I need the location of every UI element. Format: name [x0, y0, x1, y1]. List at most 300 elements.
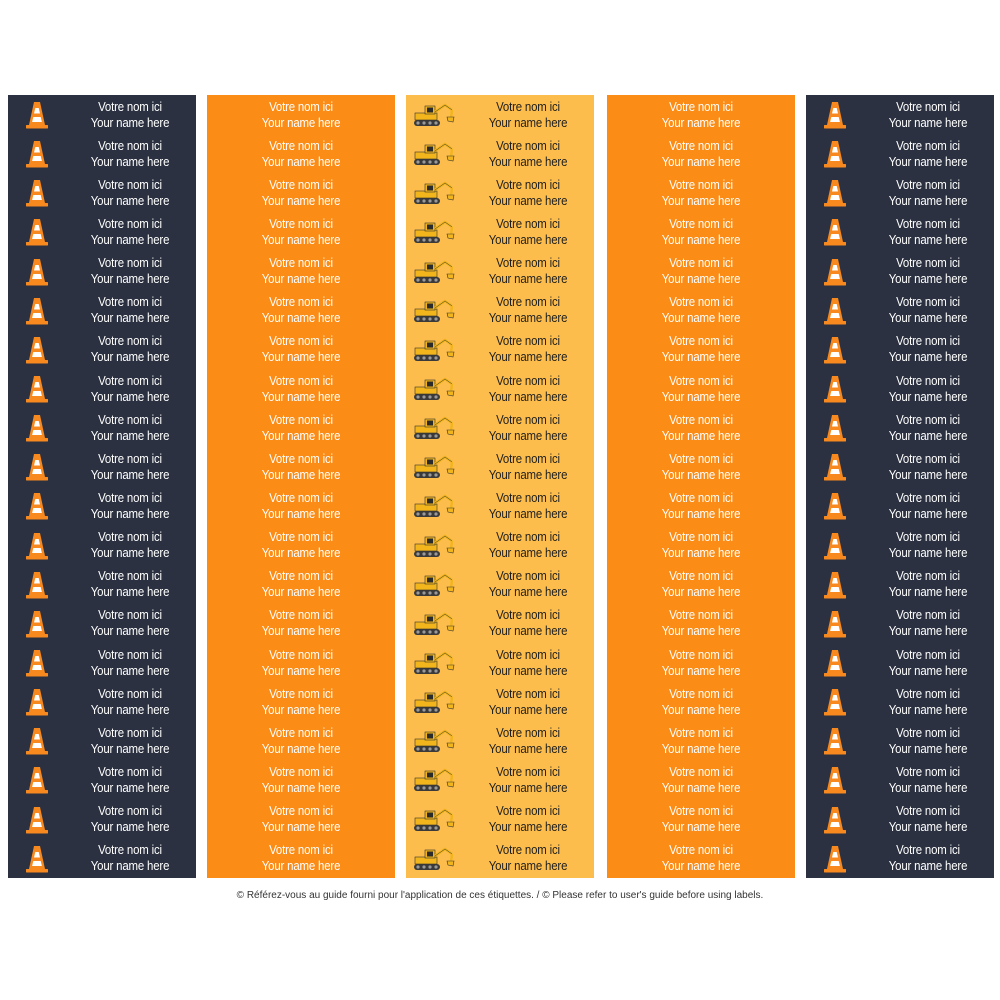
label-line-french: Votre nom ici	[896, 646, 960, 662]
label-line-french: Votre nom ici	[269, 333, 333, 349]
name-label	[607, 526, 795, 565]
label-line-english: Your name here	[888, 623, 968, 639]
label-line-french: Votre nom ici	[496, 607, 560, 623]
name-label	[607, 721, 795, 760]
name-label	[406, 800, 594, 839]
label-line-english: Your name here	[90, 153, 170, 169]
traffic-cone-icon	[823, 335, 847, 365]
excavator-icon	[411, 572, 455, 598]
name-label	[406, 486, 594, 525]
label-line-english: Your name here	[888, 584, 968, 600]
label-line-english: Your name here	[661, 153, 741, 169]
label-line-english: Your name here	[888, 779, 968, 795]
name-label	[607, 565, 795, 604]
label-line-french: Votre nom ici	[496, 294, 560, 310]
name-label	[406, 839, 594, 878]
label-line-french: Votre nom ici	[269, 137, 333, 153]
label-line-french: Votre nom ici	[269, 529, 333, 545]
name-label	[207, 212, 395, 251]
label-line-english: Your name here	[488, 114, 568, 130]
label-line-english: Your name here	[90, 545, 170, 561]
label-line-english: Your name here	[90, 310, 170, 326]
label-line-english: Your name here	[90, 858, 170, 874]
name-label	[8, 134, 196, 173]
label-line-english: Your name here	[488, 310, 568, 326]
label-line-french: Votre nom ici	[98, 450, 162, 466]
excavator-icon	[411, 180, 455, 206]
traffic-cone-icon	[823, 491, 847, 521]
label-line-french: Votre nom ici	[98, 333, 162, 349]
label-line-french: Votre nom ici	[896, 842, 960, 858]
name-label	[806, 252, 994, 291]
traffic-cone-icon	[823, 100, 847, 130]
label-line-french: Votre nom ici	[669, 489, 733, 505]
name-label	[607, 408, 795, 447]
name-label	[806, 760, 994, 799]
label-line-french: Votre nom ici	[98, 607, 162, 623]
label-line-french: Votre nom ici	[98, 646, 162, 662]
label-line-french: Votre nom ici	[896, 411, 960, 427]
strip-dark-cone-left	[8, 95, 196, 878]
label-line-french: Votre nom ici	[98, 176, 162, 192]
label-line-french: Votre nom ici	[496, 333, 560, 349]
name-label	[406, 604, 594, 643]
name-label	[207, 839, 395, 878]
name-label	[406, 682, 594, 721]
label-line-english: Your name here	[888, 388, 968, 404]
label-line-english: Your name here	[488, 740, 568, 756]
label-line-english: Your name here	[888, 740, 968, 756]
name-label	[607, 291, 795, 330]
label-line-french: Votre nom ici	[496, 215, 560, 231]
name-label	[8, 604, 196, 643]
label-line-english: Your name here	[261, 662, 341, 678]
label-line-french: Votre nom ici	[896, 137, 960, 153]
label-line-french: Votre nom ici	[896, 529, 960, 545]
excavator-icon	[411, 728, 455, 754]
label-line-french: Votre nom ici	[269, 646, 333, 662]
name-label	[406, 173, 594, 212]
label-line-english: Your name here	[661, 662, 741, 678]
label-line-english: Your name here	[888, 114, 968, 130]
label-line-french: Votre nom ici	[269, 724, 333, 740]
name-label	[8, 643, 196, 682]
name-label	[806, 526, 994, 565]
label-line-french: Votre nom ici	[496, 763, 560, 779]
traffic-cone-icon	[25, 491, 49, 521]
label-line-english: Your name here	[261, 505, 341, 521]
name-label	[207, 330, 395, 369]
label-line-french: Votre nom ici	[896, 724, 960, 740]
excavator-icon	[411, 454, 455, 480]
name-label	[607, 447, 795, 486]
name-label	[207, 565, 395, 604]
name-label	[806, 565, 994, 604]
traffic-cone-icon	[25, 726, 49, 756]
label-line-french: Votre nom ici	[269, 489, 333, 505]
strip-yellow-excavator	[406, 95, 594, 878]
label-line-french: Votre nom ici	[269, 294, 333, 310]
name-label	[406, 134, 594, 173]
label-line-english: Your name here	[90, 584, 170, 600]
label-line-english: Your name here	[888, 271, 968, 287]
traffic-cone-icon	[25, 687, 49, 717]
label-line-english: Your name here	[488, 271, 568, 287]
name-label	[607, 134, 795, 173]
label-line-french: Votre nom ici	[896, 372, 960, 388]
traffic-cone-icon	[25, 257, 49, 287]
label-line-english: Your name here	[888, 662, 968, 678]
traffic-cone-icon	[25, 374, 49, 404]
label-line-english: Your name here	[888, 505, 968, 521]
label-line-french: Votre nom ici	[496, 842, 560, 858]
name-label	[607, 252, 795, 291]
label-line-english: Your name here	[261, 819, 341, 835]
label-line-english: Your name here	[661, 505, 741, 521]
label-line-english: Your name here	[261, 349, 341, 365]
label-line-french: Votre nom ici	[98, 489, 162, 505]
traffic-cone-icon	[823, 531, 847, 561]
label-line-english: Your name here	[661, 545, 741, 561]
label-line-english: Your name here	[90, 466, 170, 482]
label-line-french: Votre nom ici	[669, 372, 733, 388]
name-label	[607, 604, 795, 643]
excavator-icon	[411, 807, 455, 833]
label-line-french: Votre nom ici	[896, 255, 960, 271]
label-line-english: Your name here	[90, 271, 170, 287]
usage-footnote: © Référez-vous au guide fourni pour l'application de ces étiquettes. / © Please refer to user's guide before using labels.	[236, 890, 764, 901]
traffic-cone-icon	[25, 570, 49, 600]
label-line-english: Your name here	[888, 819, 968, 835]
label-line-english: Your name here	[888, 427, 968, 443]
label-line-english: Your name here	[661, 271, 741, 287]
label-line-french: Votre nom ici	[98, 529, 162, 545]
label-line-english: Your name here	[888, 192, 968, 208]
name-label	[607, 682, 795, 721]
label-line-english: Your name here	[488, 623, 568, 639]
name-label	[607, 643, 795, 682]
name-label	[207, 134, 395, 173]
label-line-english: Your name here	[488, 231, 568, 247]
name-label	[8, 291, 196, 330]
traffic-cone-icon	[25, 805, 49, 835]
label-line-french: Votre nom ici	[896, 489, 960, 505]
label-line-french: Votre nom ici	[896, 450, 960, 466]
traffic-cone-icon	[25, 296, 49, 326]
label-line-french: Votre nom ici	[269, 803, 333, 819]
label-line-french: Votre nom ici	[496, 176, 560, 192]
name-label	[8, 721, 196, 760]
name-label	[406, 252, 594, 291]
label-line-english: Your name here	[90, 779, 170, 795]
name-label	[806, 291, 994, 330]
label-line-english: Your name here	[90, 505, 170, 521]
label-line-english: Your name here	[488, 545, 568, 561]
label-line-english: Your name here	[888, 231, 968, 247]
label-line-english: Your name here	[261, 584, 341, 600]
label-line-french: Votre nom ici	[669, 411, 733, 427]
label-line-french: Votre nom ici	[98, 255, 162, 271]
name-label	[806, 408, 994, 447]
label-line-french: Votre nom ici	[896, 763, 960, 779]
label-line-english: Your name here	[261, 623, 341, 639]
name-label	[806, 486, 994, 525]
label-line-english: Your name here	[488, 349, 568, 365]
label-line-english: Your name here	[888, 701, 968, 717]
label-line-french: Votre nom ici	[269, 450, 333, 466]
label-line-french: Votre nom ici	[269, 255, 333, 271]
traffic-cone-icon	[823, 609, 847, 639]
excavator-icon	[411, 102, 455, 128]
label-line-french: Votre nom ici	[669, 724, 733, 740]
traffic-cone-icon	[823, 726, 847, 756]
name-label	[806, 643, 994, 682]
traffic-cone-icon	[25, 217, 49, 247]
label-line-french: Votre nom ici	[269, 763, 333, 779]
excavator-icon	[411, 141, 455, 167]
name-label	[8, 800, 196, 839]
label-line-french: Votre nom ici	[896, 568, 960, 584]
label-line-french: Votre nom ici	[496, 137, 560, 153]
name-label	[406, 643, 594, 682]
excavator-icon	[411, 767, 455, 793]
excavator-icon	[411, 259, 455, 285]
traffic-cone-icon	[823, 178, 847, 208]
label-line-english: Your name here	[661, 701, 741, 717]
name-label	[406, 291, 594, 330]
label-line-english: Your name here	[661, 231, 741, 247]
label-line-french: Votre nom ici	[98, 842, 162, 858]
name-label	[207, 800, 395, 839]
traffic-cone-icon	[823, 648, 847, 678]
traffic-cone-icon	[25, 531, 49, 561]
excavator-icon	[411, 376, 455, 402]
label-line-french: Votre nom ici	[98, 294, 162, 310]
label-line-english: Your name here	[661, 192, 741, 208]
name-label	[8, 408, 196, 447]
label-line-english: Your name here	[488, 819, 568, 835]
label-line-french: Votre nom ici	[98, 568, 162, 584]
label-line-english: Your name here	[90, 231, 170, 247]
name-label	[806, 173, 994, 212]
name-label	[406, 408, 594, 447]
traffic-cone-icon	[823, 570, 847, 600]
name-label	[607, 839, 795, 878]
name-label	[8, 447, 196, 486]
label-line-english: Your name here	[888, 153, 968, 169]
label-line-french: Votre nom ici	[669, 333, 733, 349]
name-label	[207, 369, 395, 408]
label-line-english: Your name here	[90, 740, 170, 756]
label-line-english: Your name here	[488, 584, 568, 600]
traffic-cone-icon	[25, 452, 49, 482]
name-label	[806, 682, 994, 721]
traffic-cone-icon	[823, 844, 847, 874]
label-line-english: Your name here	[488, 779, 568, 795]
traffic-cone-icon	[823, 257, 847, 287]
label-line-french: Votre nom ici	[496, 646, 560, 662]
label-line-english: Your name here	[661, 740, 741, 756]
label-line-french: Votre nom ici	[496, 489, 560, 505]
label-line-english: Your name here	[261, 545, 341, 561]
label-line-french: Votre nom ici	[896, 803, 960, 819]
traffic-cone-icon	[823, 765, 847, 795]
label-line-english: Your name here	[261, 114, 341, 130]
label-line-english: Your name here	[661, 349, 741, 365]
label-line-english: Your name here	[90, 427, 170, 443]
excavator-icon	[411, 415, 455, 441]
label-line-french: Votre nom ici	[669, 842, 733, 858]
name-label	[406, 565, 594, 604]
label-line-french: Votre nom ici	[669, 215, 733, 231]
traffic-cone-icon	[25, 413, 49, 443]
label-line-english: Your name here	[261, 271, 341, 287]
name-label	[8, 486, 196, 525]
name-label	[607, 173, 795, 212]
label-line-english: Your name here	[90, 388, 170, 404]
name-label	[207, 408, 395, 447]
label-line-french: Votre nom ici	[98, 137, 162, 153]
label-line-french: Votre nom ici	[896, 98, 960, 114]
label-line-french: Votre nom ici	[269, 842, 333, 858]
name-label	[8, 95, 196, 134]
traffic-cone-icon	[25, 335, 49, 365]
label-line-english: Your name here	[261, 740, 341, 756]
label-line-french: Votre nom ici	[496, 803, 560, 819]
label-line-english: Your name here	[261, 466, 341, 482]
label-line-english: Your name here	[661, 623, 741, 639]
label-line-french: Votre nom ici	[98, 724, 162, 740]
traffic-cone-icon	[823, 296, 847, 326]
strip-orange-plain-right	[607, 95, 795, 878]
name-label	[806, 800, 994, 839]
label-line-french: Votre nom ici	[496, 98, 560, 114]
excavator-icon	[411, 689, 455, 715]
label-line-french: Votre nom ici	[669, 763, 733, 779]
label-line-french: Votre nom ici	[496, 372, 560, 388]
label-line-french: Votre nom ici	[896, 176, 960, 192]
label-line-french: Votre nom ici	[269, 568, 333, 584]
name-label	[8, 760, 196, 799]
excavator-icon	[411, 493, 455, 519]
name-label	[207, 760, 395, 799]
name-label	[8, 565, 196, 604]
label-line-french: Votre nom ici	[669, 607, 733, 623]
label-line-english: Your name here	[90, 623, 170, 639]
name-label	[607, 95, 795, 134]
label-line-english: Your name here	[661, 819, 741, 835]
strip-orange-plain-left	[207, 95, 395, 878]
excavator-icon	[411, 611, 455, 637]
label-line-french: Votre nom ici	[669, 137, 733, 153]
excavator-icon	[411, 650, 455, 676]
label-line-english: Your name here	[888, 349, 968, 365]
name-label	[8, 212, 196, 251]
label-line-english: Your name here	[661, 388, 741, 404]
label-line-english: Your name here	[261, 153, 341, 169]
name-label	[806, 330, 994, 369]
name-label	[806, 447, 994, 486]
traffic-cone-icon	[25, 178, 49, 208]
label-line-french: Votre nom ici	[269, 215, 333, 231]
label-line-english: Your name here	[888, 310, 968, 326]
label-line-french: Votre nom ici	[98, 372, 162, 388]
label-line-french: Votre nom ici	[669, 568, 733, 584]
name-label	[806, 134, 994, 173]
label-line-french: Votre nom ici	[669, 176, 733, 192]
label-line-english: Your name here	[661, 310, 741, 326]
label-line-english: Your name here	[261, 231, 341, 247]
name-label	[207, 447, 395, 486]
label-line-english: Your name here	[90, 662, 170, 678]
name-label	[8, 839, 196, 878]
label-line-english: Your name here	[488, 153, 568, 169]
label-line-french: Votre nom ici	[669, 803, 733, 819]
traffic-cone-icon	[25, 100, 49, 130]
label-line-french: Votre nom ici	[98, 411, 162, 427]
label-line-french: Votre nom ici	[269, 372, 333, 388]
name-label	[607, 800, 795, 839]
label-line-english: Your name here	[90, 701, 170, 717]
excavator-icon	[411, 298, 455, 324]
name-label	[806, 369, 994, 408]
name-label	[207, 682, 395, 721]
name-label	[406, 526, 594, 565]
name-label	[806, 604, 994, 643]
traffic-cone-icon	[823, 452, 847, 482]
traffic-cone-icon	[25, 844, 49, 874]
label-line-english: Your name here	[488, 466, 568, 482]
excavator-icon	[411, 337, 455, 363]
label-line-english: Your name here	[488, 505, 568, 521]
label-line-english: Your name here	[261, 779, 341, 795]
strip-dark-cone-right	[806, 95, 994, 878]
label-line-french: Votre nom ici	[896, 685, 960, 701]
name-label	[8, 173, 196, 212]
name-label	[8, 526, 196, 565]
label-line-french: Votre nom ici	[669, 529, 733, 545]
label-line-french: Votre nom ici	[496, 450, 560, 466]
name-label	[8, 369, 196, 408]
name-label	[607, 369, 795, 408]
traffic-cone-icon	[25, 609, 49, 639]
label-line-english: Your name here	[661, 427, 741, 443]
label-line-english: Your name here	[661, 779, 741, 795]
label-line-english: Your name here	[261, 858, 341, 874]
label-line-english: Your name here	[261, 388, 341, 404]
label-line-english: Your name here	[888, 466, 968, 482]
label-line-french: Votre nom ici	[496, 529, 560, 545]
label-line-french: Votre nom ici	[669, 294, 733, 310]
traffic-cone-icon	[823, 217, 847, 247]
name-label	[207, 721, 395, 760]
label-line-french: Votre nom ici	[269, 98, 333, 114]
label-line-french: Votre nom ici	[669, 450, 733, 466]
name-label	[207, 604, 395, 643]
label-line-french: Votre nom ici	[269, 176, 333, 192]
label-line-french: Votre nom ici	[496, 685, 560, 701]
name-label	[806, 839, 994, 878]
excavator-icon	[411, 846, 455, 872]
name-label	[8, 330, 196, 369]
name-label	[406, 212, 594, 251]
label-line-french: Votre nom ici	[669, 98, 733, 114]
label-line-english: Your name here	[488, 858, 568, 874]
label-line-french: Votre nom ici	[496, 255, 560, 271]
label-line-english: Your name here	[488, 662, 568, 678]
name-label	[806, 721, 994, 760]
traffic-cone-icon	[823, 805, 847, 835]
